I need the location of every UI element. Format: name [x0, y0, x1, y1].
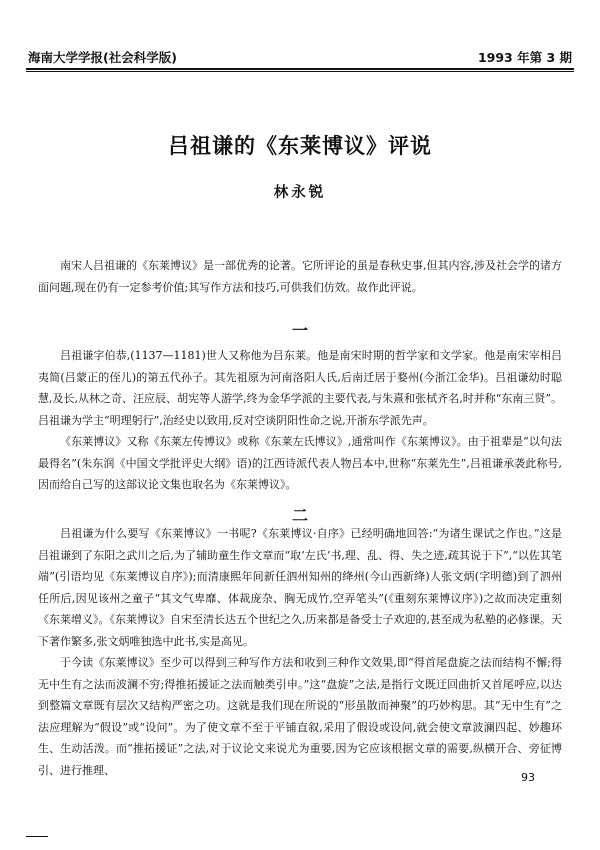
article-author: 林永锐	[273, 184, 327, 201]
header-rule-thick	[26, 68, 574, 70]
issue-label: 1993 年第 3 期	[477, 50, 572, 65]
section-2-body	[38, 523, 562, 781]
header-rule-thin	[26, 71, 574, 72]
section-2-paragraph-2: 于今读《东莱博议》至少可以得到三种写作方法和收到三种作文效果,即“得首尾盘旋之法而结构不懈;得无中生有之法而波澜不穷;得推拓援证之法而触类引申。”这“盘旋”之法,是指行文既迂回曲折又首尾呼应,以达到整篇文章既有层次又结构严密之功。这就是我们现在所说的“形虽散而神聚”的巧妙构思。其“无中生有”之法应理解为“假设”或“设问”。为了使文章不至于平铺直叙,采用了假设或设问,就会使文章波澜四起、妙趣环生、生动活泼。而“推拓援证”之法,对于议论文来说尤为重要,因为它应该根据文章的需要,纵横开合、旁征博引、进行推理、	[38, 656, 562, 777]
abstract	[38, 255, 562, 298]
journal-name: 海南大学学报(社会科学版)	[28, 50, 177, 65]
article-title: 吕祖谦的《东莱博议》评说	[168, 134, 432, 158]
running-header	[26, 48, 574, 68]
section-heading-2: 二	[291, 506, 308, 525]
page-number: 93	[521, 771, 535, 784]
section-1-body	[38, 345, 562, 496]
abstract-paragraph: 南宋人吕祖谦的《东莱博议》是一部优秀的论著。它所评论的虽是春秋史事,但其内容,涉及社会学的诸方面问题,现在仍有一定参考价值;其写作方法和技巧,可供我们仿效。故作此评说。	[38, 259, 562, 294]
section-heading-1: 一	[291, 321, 308, 340]
section-1-paragraph-1: 吕祖谦字伯恭,(1137—1181)世人又称他为吕东莱。他是南宋时期的哲学家和文学家。他是南宋宰相吕夷简(吕蒙正的侄儿)的第五代孙子。其先祖原为河南洛阳人氏,后南迁居于婺州(今浙江金华)。吕祖谦幼时聪慧,及长,从林之奇、汪应辰、胡宪等人游学,终为金华学派的主要代表,与朱熹和张栻齐名,时并称“东南三贤”。吕祖谦为学主“明理躬行”,治经史以致用,反对空谈阴阳性命之说,开浙东学派先声。	[38, 349, 562, 427]
footnote-rule	[26, 836, 48, 837]
section-1-paragraph-2: 《东莱博议》又称《东莱左传博议》或称《东莱左氏博议》,通常叫作《东莱博议》。由于祖辈是“以句法最得名”(朱东润《中国文学批评史大纲》语)的江西诗派代表人物吕本中,世称“东莱先生”,吕祖谦承袭此称号,因而给自己写的这部议论文集也取名为《东莱博议》。	[38, 435, 562, 491]
section-2-paragraph-1: 吕祖谦为什么要写《东莱博议》一书呢?《东莱博议·自序》已经明确地回答:“为诸生课试之作也。”这是吕祖谦到了东阳之武川之后,为了辅助童生作文章而“取‘左氏’书,理、乱、得、失之迹,疏其说于下”,“以佐其笔端”(引语均见《东莱博议自序》);而清康熙年间新任泗州知州的绛州(今山西新绛)人张文炳(字明德)到了泗州任所后,因见该州之童子“其文气卑靡、体裁庞杂、胸无成竹,空弄笔头”(《重刻东莱博议序》)之故而决定重刻《东莱增义》。《东莱博议》自宋至清长达五个世纪之久,历来都是备受士子欢迎的,甚至成为私塾的必修课。天下著作繁多,张文炳唯独选中此书,实是高见。	[38, 527, 562, 648]
